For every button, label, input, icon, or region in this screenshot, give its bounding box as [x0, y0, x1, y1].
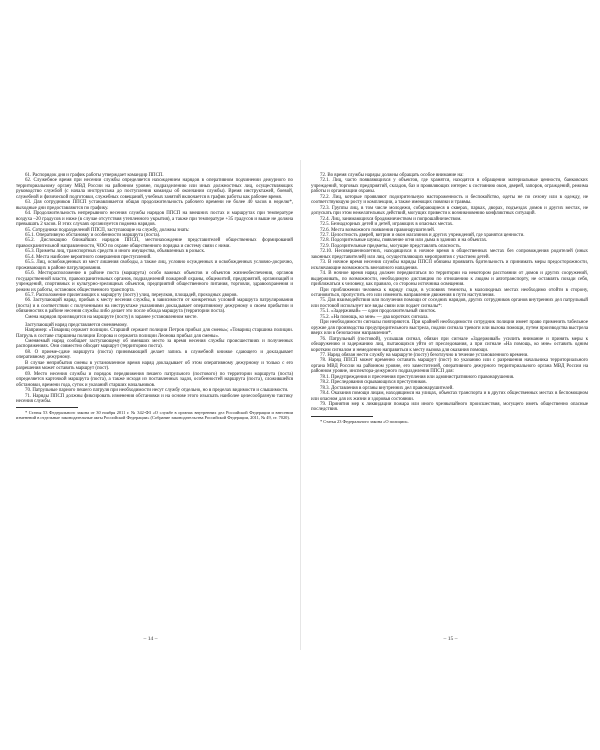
right-footnote: * Статья 23 Федерального закона «О полиции». — [320, 418, 409, 424]
page-number-right: – 15 – — [443, 636, 458, 642]
paragraph: 78. Наряд ППСП может временно оставить маршрут (пост) по указанию или с разрешения начальника территориального органа МВД России на районном уровне, его заместителей, оперативного дежурного территориального органа МВД России на районном уровне, инспектора-дежурного подразделения ППСП для: — [311, 358, 588, 375]
right-page — [301, 0, 600, 750]
paragraph: При приближении человека к наряду сзади, в условиях темноты, в малолюдных местах необходимо отойти в сторону, остановиться, пропустить его или изменить направление движения в пути наступления. — [311, 287, 588, 298]
paragraph: 68. О приеме-сдаче маршрута (поста) принимающий делает запись в служебной книжке сдающего и докладывает оперативному дежурному. — [16, 349, 293, 361]
paragraph: 78.2. Преследования скрывающихся преступников. — [320, 380, 427, 386]
paragraph: Сменяемый наряд сообщает заступающему об имевших место за время несения службы происшествиях и полученных распоряжениях. Они совместно обходят маршрут (территорию поста). — [16, 338, 293, 350]
paragraph: 65.5. Лиц, освобожденных из мест лишения свободы, а также лиц, условно осужденных и освобожденных условно-досрочно, проживающих в районе патрулирования. — [16, 260, 293, 271]
paragraph: 65.4. Места наиболее вероятного совершения преступлений. — [25, 254, 152, 260]
paragraph: 72.9. Подозрительные предметы, могущие представлять опасность. — [320, 243, 461, 249]
paragraph: 65.1. Оперативную обстановку и особенности маршрута (поста). — [25, 232, 161, 238]
paragraph: 72.4. Лиц, занимающихся бродяжничеством и попрошайничеством. — [320, 216, 462, 222]
paragraph: 62. Служебное время при несении службы определяется нахождением нарядов в оперативном подчинении дежурного по территориальному органу МВД России на районном уровне, подразделению или иных должностных лиц, осуществляющих руководство службой (с начала инструктажа до поступления команды об окончании службы). Время инструктажей, боевой, служебной и физической подготовки, служебных совещаний, учебных занятий включается в график работы как рабочее время. — [16, 178, 293, 200]
paragraph: Смена нарядов производится на маршруте (посту) в заранее установленном месте. — [25, 314, 198, 320]
paragraph: 72.2. Лиц, которые проявляют подозрительную настороженность и беспокойство, одеты не по сезону или в одежду, не соответствующую росту и комплекции, а также имеющих повязки и травмы. — [311, 194, 588, 206]
paragraph: 63. Для сотрудников ППСП устанавливается общая продолжительность рабочего времени не более 40 часов в неделю*, выходные дни предоставляются по графику. — [16, 200, 293, 211]
right-page-body — [311, 173, 588, 413]
paragraph: 75.2. «На помощь, ко мне» — два коротких сигнала. — [320, 314, 429, 320]
footnote-divider — [16, 407, 78, 408]
paragraph: 72.5. Безнадзорных детей и детей, играющих в опасных местах. — [320, 222, 454, 228]
paragraph: 78.4. Оказания помощи лицам, находящимся на улицах, объектах транспорта и в других общественных местах в беспомощном или опасном для их жизни и здоровья состоянии. — [311, 391, 588, 402]
paragraph: 75. Для взаимодействия или получения помощи от соседних нарядов, других сотрудников органов внутренних дел патрульный или постовой использует все виды связи или подает сигналы*: — [311, 298, 588, 309]
paragraph: В случае неприбытия смены в установленное время наряд докладывает об этом оперативному дежурному и только с его разрешения может оставить маршрут (пост). — [16, 360, 293, 372]
paragraph: 65. Сотрудники подразделений ППСП, заступающие на службу, должны знать: — [25, 227, 190, 233]
paragraph: 75.1. «Задерживай» — один продолжительный свисток. — [320, 309, 437, 315]
paragraph: 78.3. Доставления в органы внутренних дел правонарушителей. — [320, 385, 454, 391]
paragraph: 79. Принятия мер к ликвидации пожара или иного чрезвычайного происшествия, могущего иметь общественно опасные последствия. — [311, 402, 588, 413]
paragraph: 72.8. Подозрительные шумы, появление огня или дыма в зданиях и на объектах. — [320, 238, 488, 244]
paragraph: 73. В ночное время несения службы наряды ППСП обязаны проявлять бдительность и принимать меры предосторожности, исключающие возможность внезапного нападения. — [311, 260, 588, 271]
paragraph: 72.6. Места возможного появления правонарушителей. — [320, 227, 435, 233]
paragraph: 72.7. Целостность дверей, витрин и окон магазинов и других учреждений, где хранятся ценности. — [320, 232, 525, 238]
paragraph: 61. Распорядок дня и график работы утверждает командир ППСП. — [25, 173, 164, 178]
paragraph: Например: «Товарищ сержант полиции. Старший сержант полиции Петров прибыл для смены»; «Товарищ старшина полиции. Патруль в составе старшины полиции Егорова и сержанта полиции Леонова прибыл для смены». — [16, 328, 293, 339]
paragraph: 69. Место несения службы и порядок передвижения пешего патрульного (постового) по территории маршрута (поста) определяется карточкой маршрута (поста), а также исходя из поставленных задач, особенностей маршрута (поста), сложившейся обстановки, времени года, суток и указаний старших начальников. — [16, 371, 293, 388]
paragraph: 72.10. Несовершеннолетних, находящихся в ночное время в общественных местах без сопровождения родителей (иных законных представителей) или лиц, осуществляющих мероприятия с участием детей. — [311, 249, 588, 260]
paragraph: Заступающий наряд представляется сменяемому. — [25, 322, 128, 328]
paragraph: При необходимости сигналы повторяются. При крайней необходимости сотрудник полиции имеет право применить табельное оружие для производства предупредительного выстрела, подачи сигнала тревоги или вызова помощи, путем производства выстрела вверх или в безопасном направлении*. — [311, 320, 588, 337]
paragraph: 72.1. Лиц, часто появляющихся у объектов, где хранятся, находятся в обращении материальные ценности, банковских учреждений, торговых предприятий, складов, баз и проявляющих интерес к состоянию окон, дверей, запоров, ограждений, режима работы и организации охраны. — [311, 178, 588, 195]
paragraph: 65.2. Дислокацию ближайших нарядов ППСП, местонахождение представителей общественных формирований правоохранительной направленности, ЧОО по охране общественного порядка и систему связи с ними. — [16, 238, 293, 249]
paragraph: 76. Патрульный (постовой), услышав сигнал, обязан при сигнале «Задерживай» усилить внимание и принять меры к обнаружению и задержанию лиц, пытающихся уйти от преследования, а при сигнале «На помощь, ко мне» оставить одним коротким сигналом и немедленно направиться к месту вызова для оказания помощи. — [311, 336, 588, 353]
page-number-left: – 14 – — [143, 636, 158, 642]
paragraph: 64. Продолжительность непрерывного несения службы нарядов ППСП на внешних постах и маршрутах при температуре воздуха –20 градусов и ниже (в случае отсутствия утепленного укрытия), а также при температуре +35 градусов и выше не должна превышать 2 часов. В этих случаях организуется подмена нарядов. — [16, 211, 293, 228]
paragraph: 71. Наряды ППСП должны фиксировать изменения обстановки и на основе этого изыскать наиболее целесообразную тактику несения службы. — [16, 393, 293, 404]
paragraph: 70. Патрульные парного пешего патруля при необходимости несут службу отдельно, но в пределах видимости и слышимости. — [25, 388, 289, 394]
paragraph: 66. Заступающий наряд, прибыв к месту несения службы, в зависимости от конкретных условий маршрута патрулирования (поста) и в соответствии с полученными на инструктаже указаниями докладывает оперативному дежурному о своем прибытии и обязанностях в районе несения службы либо делает это после обхода маршрута (территории поста). — [16, 298, 293, 315]
paragraph: 78.1. Предупреждения и пресечения преступления или административного правонарушения. — [320, 374, 515, 380]
footnote-divider — [311, 416, 373, 417]
left-footnote: * Статья 53 Федерального закона от 30 ноября 2011 г. № 342-ФЗ «О службе в органах внутренних дел Российской Федерации и внесении изменений в отдельные законодательные акты Российской Федерации» (Собрание законодательства Российской Федерации, 2011, № 49, ст. 7020). — [16, 410, 293, 421]
paragraph: 72.3. Группы лиц, в том числе молодежи, собирающиеся в скверах, парках, дворах, подъездах домов и других местах, не допускать при этом нежелательных действий, могущих привести к возникновению конфликтных ситуаций. — [311, 205, 588, 217]
paragraph: 74. В ночное время наряд должен передвигаться по территории на некотором расстоянии от домов и других сооружений, выдерживать, по возможности, необходимую дистанцию по отношению к людям и автотранспорту, не оставлять позади себя, приближаться к человеку, как правило, со стороны источника освещения. — [311, 271, 588, 288]
left-page-body — [16, 173, 293, 404]
paragraph: 77. Наряд обязан нести службу на маршруте (посту) безотлучно в течение установленного времени. — [320, 352, 529, 358]
paragraph: 65.3. Приметы лиц, транспортных средств и иного имущества, объявленных в розыск. — [25, 249, 206, 255]
paragraph: 65.7. Расположение прилегающих к маршруту (посту) улиц, переулков, площадей, проходных дворов. — [25, 292, 238, 298]
paragraph: 65.6. Месторасположение в районе поста (маршрута) особо важных объектов и объектов жизнеобеспечения, органов государственной власти, правоохранительных органов, подразделений пожарной охраны, общежитий, предприятий, организаций и учреждений, спортивных и культурно-зрелищных объектов, предприятий общественного питания, торговли, здравоохранения и режим их работы, остановок общественного транспорта. — [16, 271, 293, 293]
paragraph: 72. Во время службы наряды должны обращать особое внимание на: — [320, 173, 464, 178]
